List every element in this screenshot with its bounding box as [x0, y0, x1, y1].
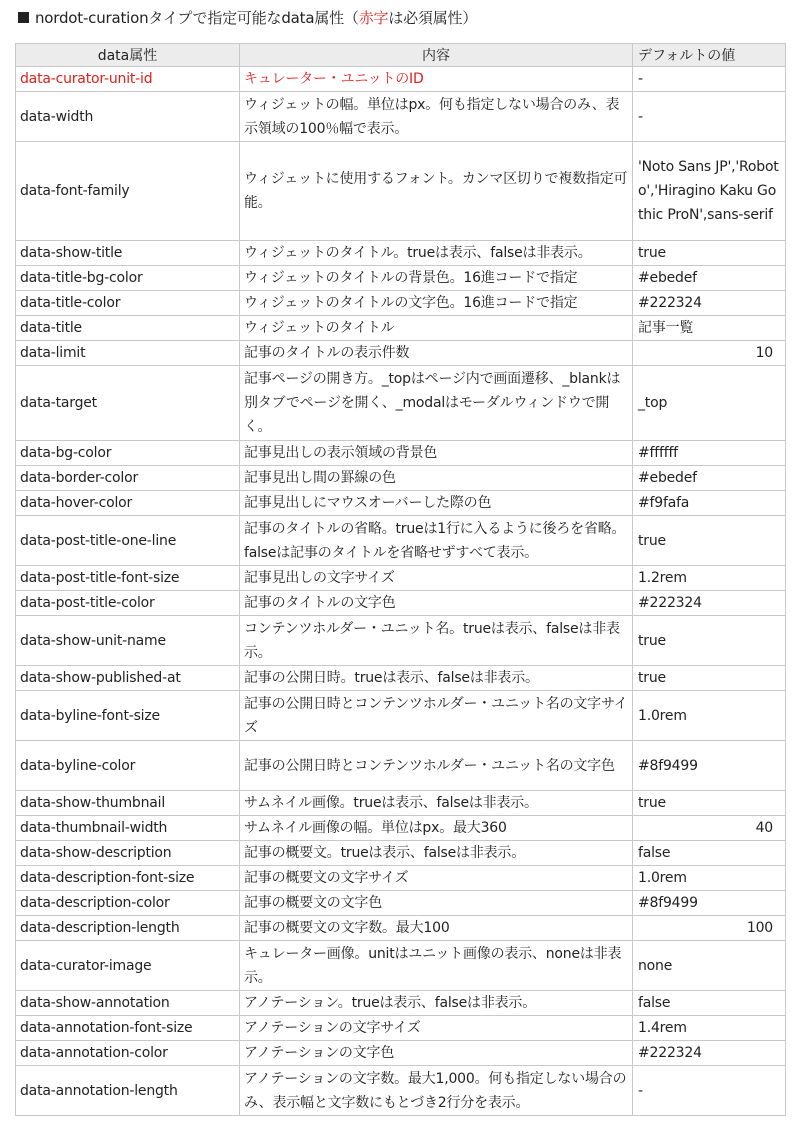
default-value-cell: 100: [633, 916, 786, 941]
attribute-name-cell: data-description-font-size: [16, 866, 240, 891]
table-row: [16, 316, 786, 341]
heading-suffix: は必須属性）: [388, 9, 478, 27]
attribute-name-cell: data-post-title-font-size: [16, 566, 240, 591]
default-value-cell: #222324: [633, 1041, 786, 1066]
header-default-value: デフォルトの値: [633, 44, 786, 67]
description-cell: 記事のタイトルの文字色: [240, 591, 633, 616]
table-row: [16, 866, 786, 891]
attribute-name-cell: data-annotation-color: [16, 1041, 240, 1066]
table-row: [16, 491, 786, 516]
description-cell: ウィジェットに使用するフォント。カンマ区切りで複数指定可能。: [240, 142, 633, 241]
attribute-name-cell: data-show-published-at: [16, 666, 240, 691]
description-cell: 記事見出し間の罫線の色: [240, 466, 633, 491]
description-cell: 記事見出しにマウスオーバーした際の色: [240, 491, 633, 516]
default-value-cell: 1.0rem: [633, 691, 786, 741]
default-value-cell: #ffffff: [633, 441, 786, 466]
description-cell: アノテーションの文字サイズ: [240, 1016, 633, 1041]
description-cell: 記事のタイトルの表示件数: [240, 341, 633, 366]
default-value-cell: true: [633, 516, 786, 566]
attribute-name-cell: data-limit: [16, 341, 240, 366]
attribute-name-cell: data-title: [16, 316, 240, 341]
description-cell: 記事の公開日時とコンテンツホルダー・ユニット名の文字サイズ: [240, 691, 633, 741]
table-row: [16, 1066, 786, 1116]
default-value-cell: #f9fafa: [633, 491, 786, 516]
table-row: [16, 366, 786, 441]
attribute-name-cell: data-description-color: [16, 891, 240, 916]
attribute-name-cell: data-show-unit-name: [16, 616, 240, 666]
table-row: [16, 616, 786, 666]
table-header-row: [16, 44, 786, 67]
default-value-cell: true: [633, 666, 786, 691]
default-value-cell: #ebedef: [633, 266, 786, 291]
attribute-name-cell: data-byline-font-size: [16, 691, 240, 741]
attribute-name-cell: data-hover-color: [16, 491, 240, 516]
attributes-table: [15, 43, 786, 1116]
attribute-name-cell: data-show-description: [16, 841, 240, 866]
table-row: [16, 566, 786, 591]
description-cell: 記事の公開日時とコンテンツホルダー・ユニット名の文字色: [240, 741, 633, 791]
description-cell: キュレーター画像。unitはユニット画像の表示、noneは非表示。: [240, 941, 633, 991]
description-cell: 記事の概要文。trueは表示、falseは非表示。: [240, 841, 633, 866]
table-row: [16, 142, 786, 241]
table-row: [16, 916, 786, 941]
default-value-cell: 'Noto Sans JP','Roboto','Hiragino Kaku Gothic ProN',sans-serif: [633, 142, 786, 241]
attribute-name-cell: data-curator-image: [16, 941, 240, 991]
description-cell: 記事見出しの文字サイズ: [240, 566, 633, 591]
table-row: [16, 67, 786, 92]
default-value-cell: 1.0rem: [633, 866, 786, 891]
default-value-cell: 1.4rem: [633, 1016, 786, 1041]
header-description: 内容: [240, 44, 633, 67]
attribute-name-cell: data-width: [16, 92, 240, 142]
table-row: [16, 341, 786, 366]
attribute-name-cell: data-show-annotation: [16, 991, 240, 1016]
section-heading: [18, 7, 477, 29]
table-row: [16, 941, 786, 991]
description-cell: コンテンツホルダー・ユニット名。trueは表示、falseは非表示。: [240, 616, 633, 666]
default-value-cell: none: [633, 941, 786, 991]
description-cell: アノテーションの文字数。最大1,000。何も指定しない場合のみ、表示幅と文字数にもとづき2行分を表示。: [240, 1066, 633, 1116]
default-value-cell: _top: [633, 366, 786, 441]
default-value-cell: #ebedef: [633, 466, 786, 491]
table-row: [16, 991, 786, 1016]
description-cell: サムネイル画像。trueは表示、falseは非表示。: [240, 791, 633, 816]
default-value-cell: -: [633, 92, 786, 142]
default-value-cell: 1.2rem: [633, 566, 786, 591]
default-value-cell: 40: [633, 816, 786, 841]
table-row: [16, 591, 786, 616]
description-cell: 記事の概要文の文字色: [240, 891, 633, 916]
description-cell: サムネイル画像の幅。単位はpx。最大360: [240, 816, 633, 841]
attribute-name-cell: data-target: [16, 366, 240, 441]
attribute-name-cell: data-font-family: [16, 142, 240, 241]
attribute-name-cell: data-show-thumbnail: [16, 791, 240, 816]
description-cell: 記事の公開日時。trueは表示、falseは非表示。: [240, 666, 633, 691]
default-value-cell: 10: [633, 341, 786, 366]
table-row: [16, 1041, 786, 1066]
description-cell: 記事の概要文の文字数。最大100: [240, 916, 633, 941]
description-cell: 記事見出しの表示領域の背景色: [240, 441, 633, 466]
table-row: [16, 466, 786, 491]
default-value-cell: #222324: [633, 591, 786, 616]
black-square-icon: [18, 12, 29, 23]
attribute-name-cell: data-thumbnail-width: [16, 816, 240, 841]
table-row: [16, 841, 786, 866]
attribute-name-cell: data-post-title-color: [16, 591, 240, 616]
default-value-cell: false: [633, 841, 786, 866]
table-row: [16, 891, 786, 916]
attribute-name-cell: data-curator-unit-id: [16, 67, 240, 92]
heading-prefix: nordot-curationタイプで指定可能なdata属性（: [35, 9, 359, 27]
attribute-name-cell: data-show-title: [16, 241, 240, 266]
default-value-cell: 記事一覧: [633, 316, 786, 341]
default-value-cell: -: [633, 67, 786, 92]
description-cell: キュレーター・ユニットのID: [240, 67, 633, 92]
attribute-name-cell: data-border-color: [16, 466, 240, 491]
table-row: [16, 691, 786, 741]
attribute-name-cell: data-annotation-font-size: [16, 1016, 240, 1041]
default-value-cell: true: [633, 241, 786, 266]
description-cell: 記事ページの開き方。_topはページ内で画面遷移、_blankは別タブでページを開く、_modalはモーダルウィンドウで開く。: [240, 366, 633, 441]
table-row: [16, 666, 786, 691]
default-value-cell: true: [633, 616, 786, 666]
description-cell: ウィジェットのタイトルの文字色。16進コードで指定: [240, 291, 633, 316]
table-row: [16, 441, 786, 466]
default-value-cell: #222324: [633, 291, 786, 316]
description-cell: ウィジェットのタイトル: [240, 316, 633, 341]
attribute-name-cell: data-title-color: [16, 291, 240, 316]
description-cell: ウィジェットのタイトルの背景色。16進コードで指定: [240, 266, 633, 291]
attribute-name-cell: data-title-bg-color: [16, 266, 240, 291]
table-row: [16, 92, 786, 142]
default-value-cell: #8f9499: [633, 891, 786, 916]
attribute-name-cell: data-annotation-length: [16, 1066, 240, 1116]
table-row: [16, 1016, 786, 1041]
table-row: [16, 516, 786, 566]
description-cell: 記事の概要文の文字サイズ: [240, 866, 633, 891]
table-row: [16, 791, 786, 816]
default-value-cell: #8f9499: [633, 741, 786, 791]
description-cell: 記事のタイトルの省略。trueは1行に入るように後ろを省略。falseは記事のタイトルを省略せずすべて表示。: [240, 516, 633, 566]
attribute-name-cell: data-description-length: [16, 916, 240, 941]
attribute-name-cell: data-post-title-one-line: [16, 516, 240, 566]
table-row: [16, 741, 786, 791]
attribute-name-cell: data-bg-color: [16, 441, 240, 466]
default-value-cell: false: [633, 991, 786, 1016]
table-row: [16, 266, 786, 291]
heading-red-text: 赤字: [358, 9, 389, 27]
description-cell: アノテーション。trueは表示、falseは非表示。: [240, 991, 633, 1016]
table-row: [16, 816, 786, 841]
description-cell: アノテーションの文字色: [240, 1041, 633, 1066]
description-cell: ウィジェットの幅。単位はpx。何も指定しない場合のみ、表示領域の100％幅で表示。: [240, 92, 633, 142]
default-value-cell: true: [633, 791, 786, 816]
header-attribute: data属性: [16, 44, 240, 67]
table-row: [16, 291, 786, 316]
default-value-cell: -: [633, 1066, 786, 1116]
attribute-name-cell: data-byline-color: [16, 741, 240, 791]
table-row: [16, 241, 786, 266]
description-cell: ウィジェットのタイトル。trueは表示、falseは非表示。: [240, 241, 633, 266]
